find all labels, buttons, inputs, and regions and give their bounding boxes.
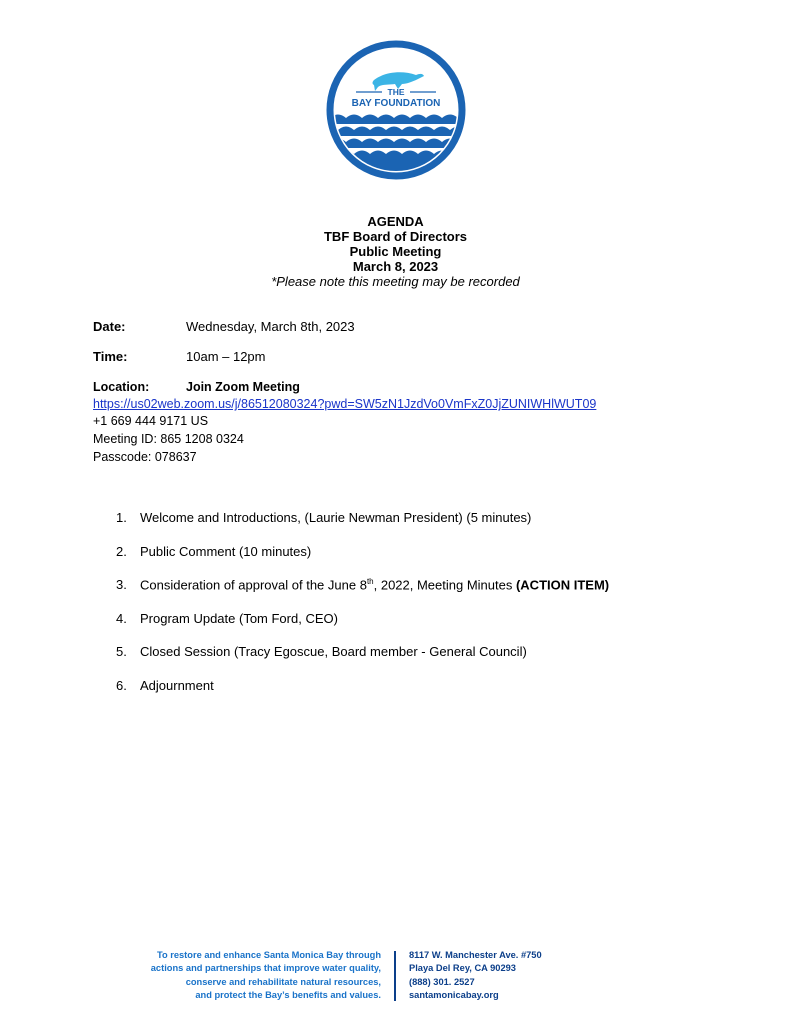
org-name: TBF Board of Directors [323,229,467,244]
meeting-id: Meeting ID: 865 1208 0324 [93,432,244,446]
agenda-item [116,544,609,578]
website: santamonicabay.org [409,989,499,1000]
recording-note: *Please note this meeting may be recorded [271,274,520,289]
dial-in-phone: +1 669 444 9171 US [93,414,209,428]
passcode: Passcode: 078637 [93,450,197,464]
agenda-item-text: Closed Session (Tracy Egoscue, Board member - General Council) [140,644,527,659]
logo-the: THE [387,87,405,97]
date-label: Date: [93,319,126,334]
agenda-item-number: 2. [116,543,127,559]
location-value: Join Zoom Meeting [186,380,300,394]
meeting-date: March 8, 2023 [352,259,439,274]
action-item-tag: (ACTION ITEM) [515,577,610,593]
location-label: Location: [93,380,150,394]
date-row [93,319,355,334]
agenda-item [116,577,609,611]
agenda-item [116,510,609,544]
address-line: 8117 W. Manchester Ave. #750 [409,950,542,960]
agenda-item-text: Program Update (Tom Ford, CEO) [140,610,338,626]
logo-name: BAY FOUNDATION [351,98,441,109]
time-label: Time: [93,349,128,364]
mission-line: actions and partnerships that improve water quality, [150,963,381,974]
mission-line: and protect the Bay’s benefits and values. [195,989,381,1000]
time-row [93,349,266,364]
agenda-item-text-a: Consideration of approval of the June 8 [140,577,367,593]
agenda-item [116,678,609,712]
agenda-header [0,214,791,289]
agenda-item-number: 1. [116,510,127,525]
page-footer [0,949,791,1005]
agenda-title: AGENDA [367,214,424,229]
agenda-item-number: 5. [116,644,127,659]
agenda-item-number: 3. [116,577,127,592]
mission-line: To restore and enhance Santa Monica Bay through [156,950,381,960]
agenda-item-text: Adjournment [140,677,214,693]
agenda-item-sup: th [366,577,374,586]
mission-line: conserve and rehabilitate natural resources, [185,976,381,987]
meeting-type: Public Meeting [349,244,442,259]
agenda-item-text: Welcome and Introductions, (Laurie Newman President) (5 minutes) [140,510,532,525]
address-line: Playa Del Rey, CA 90293 [409,963,516,974]
bay-foundation-logo [326,40,466,180]
mission-statement [151,949,381,1002]
footer-divider [394,951,396,1001]
agenda-item [116,644,609,678]
agenda-item [116,611,609,645]
date-value: Wednesday, March 8th, 2023 [186,319,355,334]
agenda-item-text-b: , 2022, Meeting Minutes [373,577,516,593]
time-value: 10am – 12pm [186,349,266,364]
agenda-item-number: 4. [116,610,127,626]
agenda-item-text: Public Comment (10 minutes) [140,543,312,559]
zoom-meeting-link[interactable]: https://us02web.zoom.us/j/86512080324?pwd=SW5zN1JzdVo0VmFxZ0JjZUNIWHlWUT09 [93,397,597,411]
contact-address [409,949,542,1002]
agenda-list [116,510,609,711]
location-row [93,379,300,394]
agenda-item-number: 6. [116,677,127,693]
phone-number: (888) 301. 2527 [409,976,475,987]
agenda-item-text [140,577,609,611]
